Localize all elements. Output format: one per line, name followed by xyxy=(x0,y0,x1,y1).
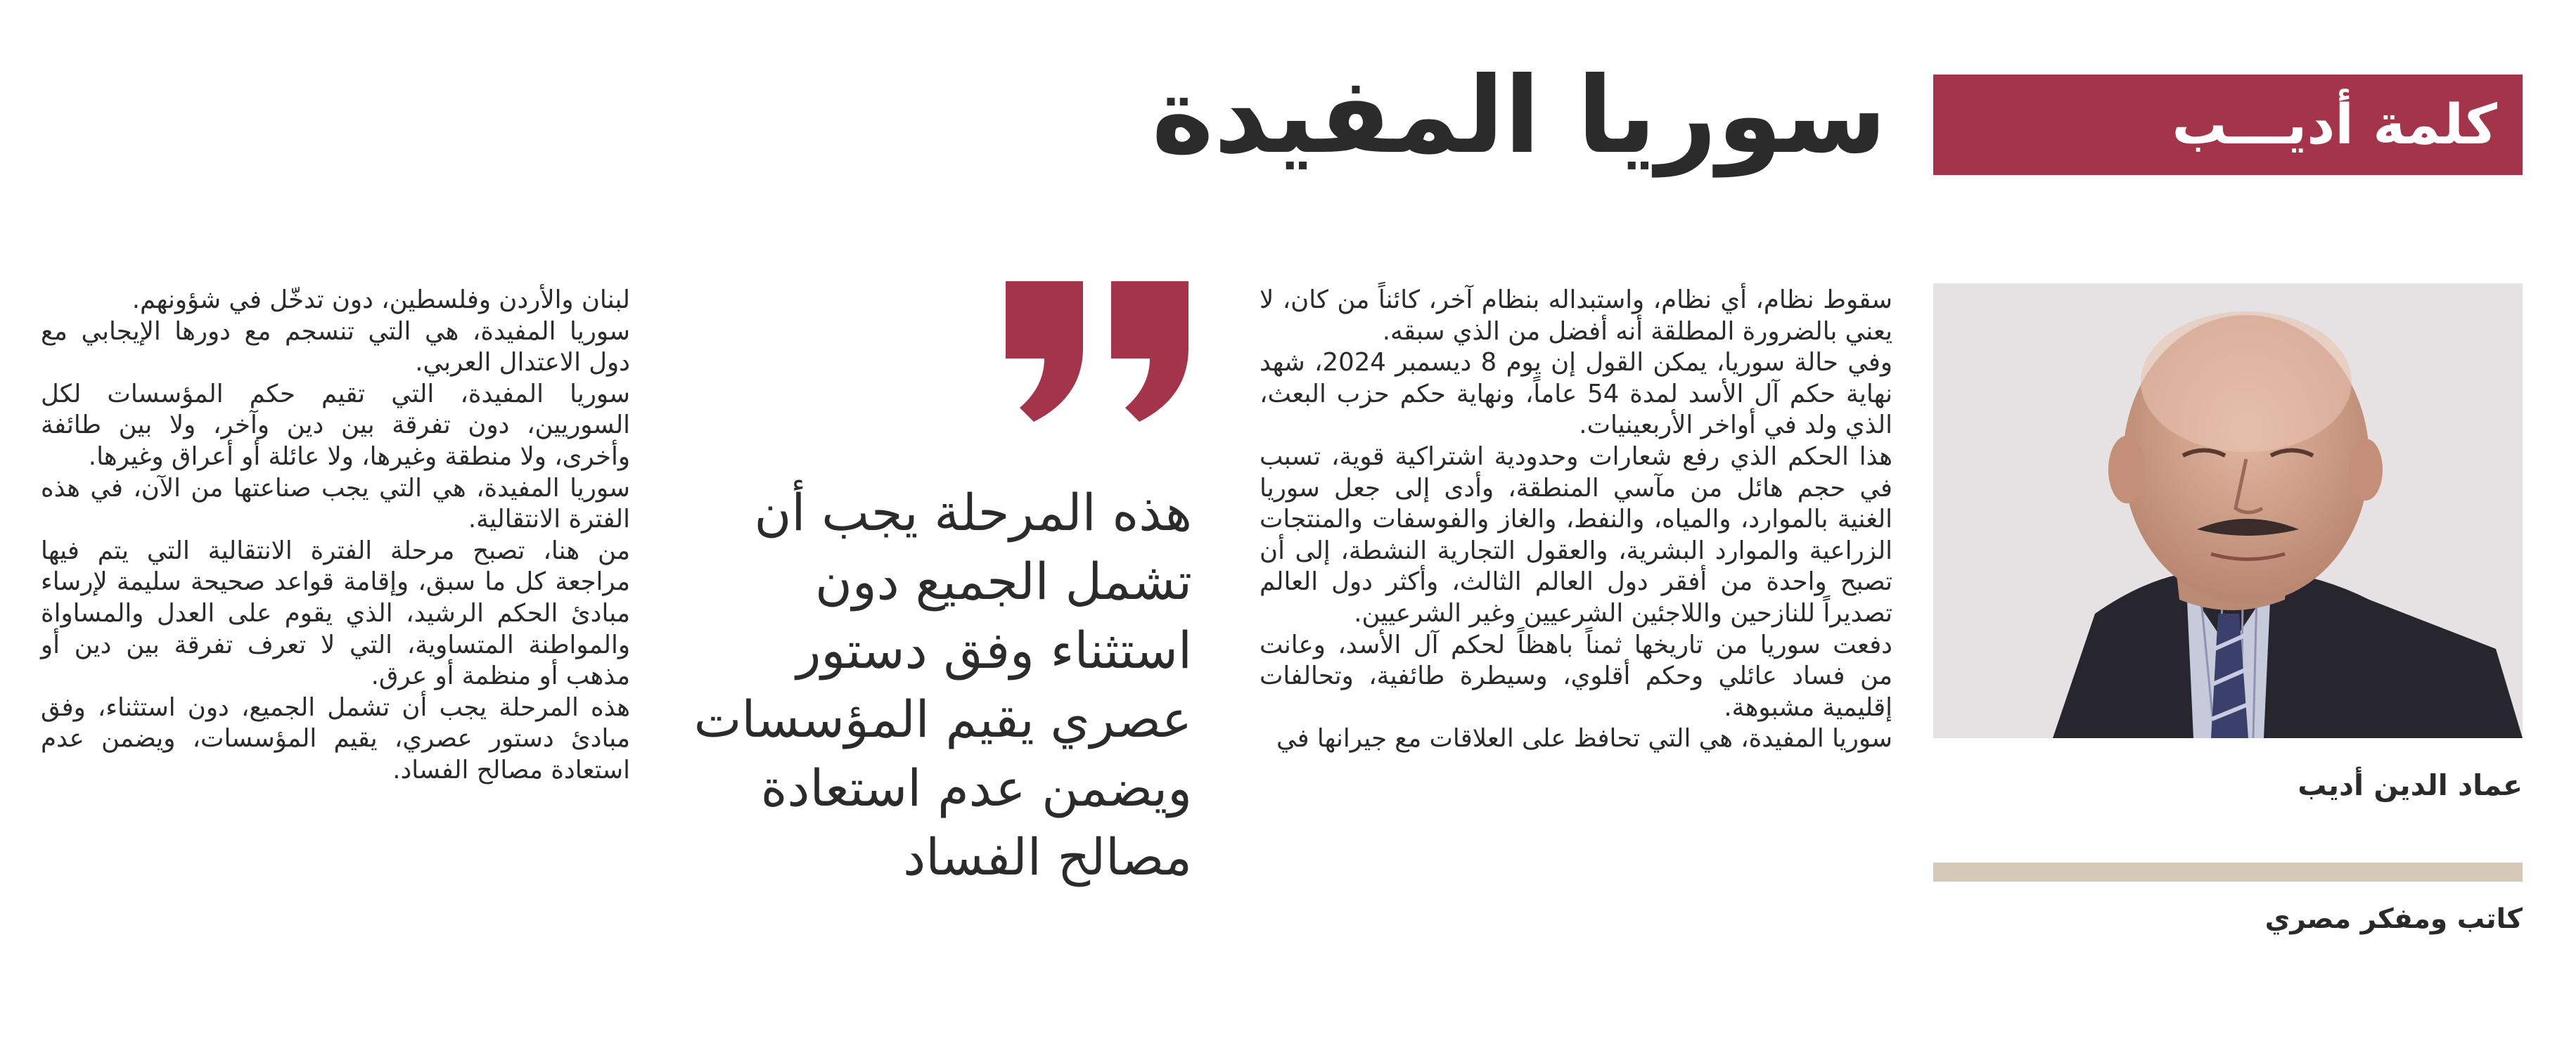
quote-mark-icon xyxy=(1006,281,1196,422)
paragraph: من هنا، تصبح مرحلة الفترة الانتقالية التي يتم فيها مراجعة كل ما سبق، وإقامة قواعد صحيحة سليمة لإرساء مبادئ الحكم الرشيد، الذي يقوم على العدل والمساواة والمواطنة المتساوية، التي لا تعرف تفرقة بين دين أو مذهب أو منظمة أو عرق. xyxy=(41,536,630,691)
article-column-3 xyxy=(41,285,630,787)
paragraph: سوريا المفيدة، التي تقيم حكم المؤسسات لكل السوريين، دون تفرقة بين دين وآخر، ولا بين طائفة وأخرى، ولا منطقة وغيرها، ولا عائلة أو أعراق وغيرها. xyxy=(41,379,630,471)
paragraph: سقوط نظام، أي نظام، واستبداله بنظام آخر، كائناً من كان، لا يعني بالضرورة المطلقة أنه أفضل من الذي سبقه. xyxy=(1260,285,1892,346)
column-label-banner xyxy=(1933,75,2523,175)
paragraph: سوريا المفيدة، هي التي تنسجم مع دورها الإيجابي مع دول الاعتدال العربي. xyxy=(41,316,630,378)
pull-quote-line: استثناء وفق دستور xyxy=(796,621,1192,680)
paragraph: هذا الحكم الذي رفع شعارات وحدودية اشتراكية قوية، تسبب في حجم هائل من مآسي المنطقة، وأدى إلى جعل سوريا الغنية بالموارد، والمياه، والنفط، والغاز والفوسفات والمنتجات الزراعية والموارد البشرية، والعقول التجارية النشطة، إلى أن تصبح واحدة من أفقر دول العالم الثالث، وأكثر دول العالم تصديراً للنازحين واللاجئين الشرعيين وغير الشرعيين. xyxy=(1260,441,1892,628)
author-portrait-icon xyxy=(1933,283,2523,738)
author-photo xyxy=(1933,283,2523,738)
pull-quote-line: مصالح الفساد xyxy=(903,827,1192,886)
pull-quote-line: ويضمن عدم استعادة xyxy=(760,759,1192,818)
pull-quote-line: عصري يقيم المؤسسات xyxy=(693,690,1192,749)
paragraph: سوريا المفيدة، هي التي يجب صناعتها من الآن، في هذه الفترة الانتقالية. xyxy=(41,473,630,534)
paragraph: هذه المرحلة يجب أن تشمل الجميع، دون استثناء، وفق مبادئ دستور عصري، يقيم المؤسسات، ويضمن عدم استعادة مصالح الفساد. xyxy=(41,692,630,785)
paragraph: سوريا المفيدة، هي التي تحافظ على العلاقات مع جيرانها في xyxy=(1276,724,1892,754)
pull-quote-line: تشمل الجميع دون xyxy=(815,552,1192,611)
paragraph: لبنان والأردن وفلسطين، دون تدخّل في شؤونهم. xyxy=(132,285,630,314)
pull-quote xyxy=(672,478,1192,891)
author-name: عماد الدين أديب xyxy=(2298,768,2523,802)
pull-quote-line: هذه المرحلة يجب أن xyxy=(754,483,1192,542)
article-column-1 xyxy=(1260,285,1892,755)
author-title: كاتب ومفكر مصري xyxy=(2264,903,2523,935)
headline: سوريا المفيدة xyxy=(1151,55,1887,177)
paragraph: دفعت سوريا من تاريخها ثمناً باهظاً لحكم آل الأسد، وعانت من فساد عائلي وحكم أقلوي، وسيطرة طائفية، وتحالفات إقليمية مشبوهة. xyxy=(1260,630,1892,722)
divider-bar xyxy=(1933,863,2523,882)
paragraph: وفي حالة سوريا، يمكن القول إن يوم 8 ديسمبر 2024، شهد نهاية حكم آل الأسد لمدة 54 عاماً، ونهاية حكم حزب البعث، الذي ولد في أواخر الأربعينيات. xyxy=(1260,348,1892,440)
column-label: كلمة أديـــب xyxy=(2172,93,2497,157)
